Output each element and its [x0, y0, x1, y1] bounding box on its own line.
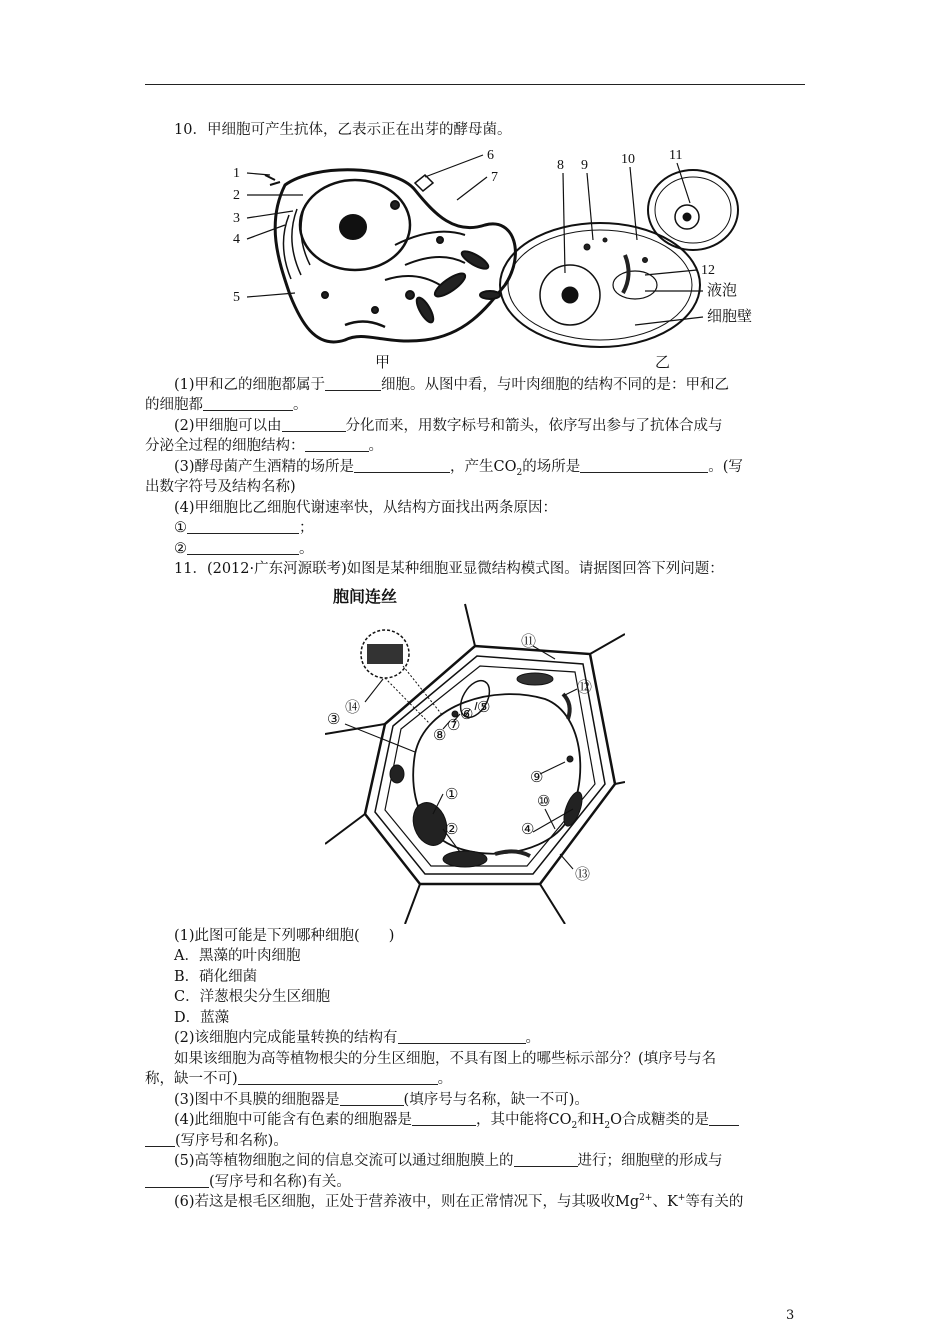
q11-stem: 11．(2012·广东河源联考)如图是某种细胞亚显微结构模式图。请据图回答下列问题：: [174, 561, 724, 577]
blank: [187, 519, 299, 534]
label-c13: ⑬: [575, 866, 591, 883]
plant-cell-diagram: [325, 584, 625, 924]
blank: [282, 417, 346, 432]
label-c6: ⑥: [460, 706, 474, 723]
q11-part3: (3)图中不具膜的细胞器是 (填序号与名称，缺一不可)。: [174, 1091, 589, 1108]
blank: [354, 458, 450, 473]
label-12: 12: [701, 262, 715, 278]
blank: [580, 458, 708, 473]
label-c2: ②: [445, 821, 459, 838]
label-11: 11: [669, 147, 683, 163]
label-9: 9: [581, 157, 588, 173]
caption-yi: 乙: [655, 354, 671, 371]
q10-part1-cont: 的细胞都 。: [145, 397, 308, 413]
label-5: 5: [233, 289, 240, 305]
leaders-yi: [563, 163, 703, 325]
label-c4: ④: [521, 821, 535, 838]
q10-part2-cont: 分泌全过程的细胞结构： 。: [145, 438, 383, 454]
q11-option-a: A．黑藻的叶肉细胞: [174, 948, 301, 964]
plasmodesma-title: 胞间连丝: [333, 588, 398, 606]
label-c12: ⑫: [577, 679, 593, 696]
label-8: 8: [557, 157, 564, 173]
label-c8: ⑧: [433, 727, 447, 744]
label-3: 3: [233, 210, 240, 226]
blank: [145, 1132, 175, 1147]
cell-yi: [500, 170, 738, 347]
blank: [412, 1111, 476, 1126]
label-7: 7: [491, 169, 498, 185]
q11-part4-cont: (写序号和名称)。: [145, 1131, 810, 1152]
label-cellwall: 细胞壁: [707, 308, 753, 325]
q10-part4-1: ① ；: [174, 520, 314, 536]
label-6: 6: [487, 147, 494, 163]
label-c7: ⑦: [447, 717, 461, 734]
q11-part2-cont: 如果该细胞为高等植物根尖的分生区细胞，不具有图上的哪些标示部分？(填序号与名: [174, 1050, 717, 1067]
label-2: 2: [233, 187, 240, 203]
q11-part2: (2)该细胞内完成能量转换的结构有 。: [174, 1030, 541, 1046]
q11-part6: (6)若这是根毛区细胞，正处于营养液中，则在正常情况下，与其吸收$Mg^{2+}$、K+等有关的: [174, 1193, 744, 1210]
q10-part4: (4)甲细胞比乙细胞代谢速率快，从结构方面找出两条原因：: [174, 499, 558, 516]
label-c10: ⑩: [537, 793, 551, 810]
page-number: 3: [786, 1308, 795, 1323]
q11-option-d: D．蓝藻: [174, 1009, 230, 1026]
blank: [238, 1070, 438, 1085]
q11-part4: (4)此细胞中可能含有色素的细胞器是 ，其中能将$CO_2$和$H_2O$合成糖类的是: [145, 1110, 810, 1131]
q10-part2: (2)甲细胞可以由 分化而来，用数字标号和箭头，依序写出参与了抗体合成与: [174, 417, 723, 434]
blank: [203, 396, 293, 411]
caption-jia: 甲: [375, 354, 391, 371]
blank: [145, 1173, 209, 1188]
q10-part3: (3)酵母菌产生酒精的场所是 ，产生$CO_2$的场所是 。(写: [174, 458, 743, 478]
q11-option-b: B．硝化细菌: [174, 968, 258, 985]
label-c11: ⑪: [521, 633, 537, 650]
label-c14: ⑭: [345, 699, 361, 716]
q10-part1: (1)甲和乙的细胞都属于 细胞。从图中看，与叶肉细胞的结构不同的是：甲和乙: [174, 376, 730, 393]
q11-part5-cont: (写序号和名称)有关。: [145, 1172, 810, 1193]
q11-part2-cont2: 称，缺一不可) 。: [145, 1071, 453, 1087]
blank: [709, 1111, 739, 1126]
label-c5: ⑤: [477, 699, 491, 716]
label-4: 4: [233, 231, 240, 247]
cell-diagram-jia-yi: [225, 145, 765, 375]
label-c9: ⑨: [530, 769, 544, 786]
q10-stem: 10．甲细胞可产生抗体，乙表示正在出芽的酵母菌。: [174, 122, 512, 138]
blank: [340, 1091, 404, 1106]
blank: [305, 437, 369, 452]
blank: [187, 540, 299, 555]
q11-part1: (1)此图可能是下列哪种细胞( ): [174, 927, 395, 944]
q10-part4-2: ② 。: [174, 540, 314, 557]
q11-figure: [325, 584, 625, 924]
q10-figure: [225, 145, 765, 375]
blank: [398, 1029, 526, 1044]
q11-part5: (5)高等植物细胞之间的信息交流可以通过细胞膜上的 进行；细胞壁的形成与: [174, 1153, 723, 1169]
blank: [325, 376, 381, 391]
page-body: [145, 120, 810, 1213]
label-vacuole: 液泡: [707, 282, 738, 299]
label-c1: ①: [445, 786, 459, 803]
label-10: 10: [621, 151, 635, 167]
label-1: 1: [233, 165, 240, 181]
blank: [514, 1152, 578, 1167]
labels-plant: [327, 587, 592, 883]
q10-part3-cont: 出数字符号及结构名称): [145, 479, 296, 495]
header-rule: [145, 84, 805, 85]
label-c3: ③: [327, 711, 341, 728]
q11-option-c: C．洋葱根尖分生区细胞: [174, 989, 331, 1005]
cell-jia: [265, 169, 515, 341]
